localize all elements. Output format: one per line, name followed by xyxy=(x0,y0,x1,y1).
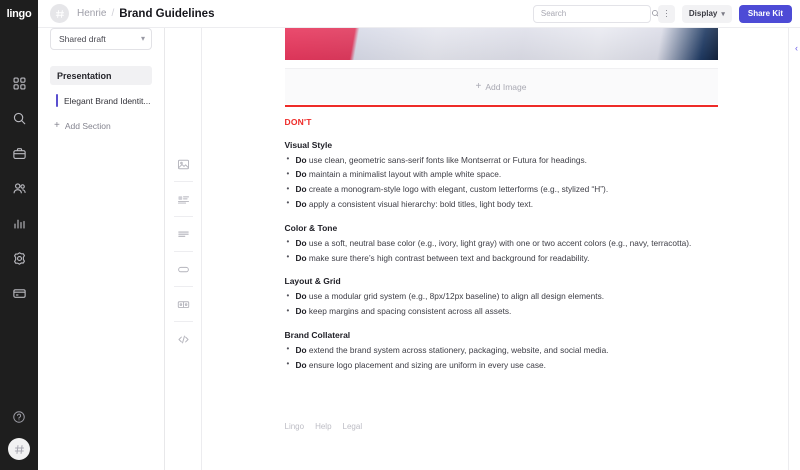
divider xyxy=(174,286,193,287)
search-icon[interactable] xyxy=(10,109,28,127)
display-label: Display xyxy=(688,9,718,18)
list-item-lead: Do xyxy=(295,184,307,195)
list-item-lead: Do xyxy=(295,359,307,370)
list-item xyxy=(285,199,718,210)
display-button[interactable] xyxy=(682,5,732,23)
dont-divider xyxy=(285,105,718,107)
plus-icon: + xyxy=(475,80,482,92)
list-item-lead: Do xyxy=(295,154,307,165)
header-actions xyxy=(533,5,792,23)
sidebar-item-elegant-brand-identity[interactable] xyxy=(50,92,152,109)
kit-canvas xyxy=(202,0,800,470)
text-block-icon[interactable] xyxy=(172,225,194,243)
group-title: Brand Collateral xyxy=(284,329,351,340)
text-image-block-icon[interactable] xyxy=(172,190,194,208)
divider xyxy=(174,251,193,252)
list-item-text: ensure logo placement and sizing are uniform in every use case. xyxy=(306,359,546,370)
list-item xyxy=(285,306,718,317)
list-item xyxy=(285,184,718,195)
divider xyxy=(174,216,193,217)
group-title: Color & Tone xyxy=(284,222,338,233)
footer-link-lingo[interactable]: Lingo xyxy=(284,422,305,432)
dont-label: DON'T xyxy=(284,116,312,127)
plus-icon: + xyxy=(54,120,60,131)
page-title: Brand Guidelines xyxy=(119,7,215,20)
guideline-list xyxy=(285,155,718,210)
code-block-icon[interactable] xyxy=(172,330,194,348)
list-item xyxy=(285,155,718,166)
section-label: Presentation xyxy=(57,70,112,81)
block-type-column xyxy=(165,0,202,470)
kit-sheet xyxy=(285,28,718,443)
footer-link-help[interactable]: Help xyxy=(315,422,332,432)
list-item-text: extend the brand system across stationery, packaging, website, and social media. xyxy=(306,344,609,355)
content-group xyxy=(285,330,718,371)
add-image-label: Add Image xyxy=(485,81,527,92)
rail-icon-list xyxy=(10,74,28,302)
right-panel-rail xyxy=(788,28,800,470)
breadcrumb-owner[interactable]: Henrie xyxy=(77,8,107,19)
list-item-text: maintain a minimalist layout with ample white space. xyxy=(306,169,502,180)
content-group xyxy=(285,223,718,264)
list-item-text: make sure there’s high contrast between text and background for readability. xyxy=(306,252,590,263)
list-item xyxy=(285,169,718,180)
guideline-list xyxy=(285,238,718,264)
lingo-logo[interactable]: lingo xyxy=(6,8,32,20)
help-icon[interactable] xyxy=(10,408,28,426)
list-item xyxy=(285,238,718,249)
list-item-text: use clean, geometric sans-serif fonts like Montserrat or Futura for headings. xyxy=(306,154,587,165)
button-block-icon[interactable] xyxy=(172,260,194,278)
list-item-text: create a monogram-style logo with elegant, custom letterforms (e.g., stylized “H”). xyxy=(306,184,609,195)
divider xyxy=(174,321,193,322)
active-indicator xyxy=(56,94,58,107)
kit-status-select[interactable] xyxy=(50,28,152,50)
briefcase-icon[interactable] xyxy=(10,144,28,162)
divider xyxy=(174,181,193,182)
gear-icon[interactable] xyxy=(10,249,28,267)
chevron-down-icon: ▾ xyxy=(140,34,145,43)
hero-image xyxy=(285,28,718,60)
user-avatar[interactable] xyxy=(8,438,30,460)
list-item xyxy=(285,345,718,356)
share-kit-label: Share Kit xyxy=(747,9,783,18)
image-block-icon[interactable] xyxy=(172,155,194,173)
more-options-button[interactable] xyxy=(658,5,675,23)
list-item xyxy=(285,360,718,371)
share-kit-button[interactable] xyxy=(739,5,792,23)
breadcrumb-separator: / xyxy=(111,8,115,19)
sidebar-item-label: Elegant Brand Identit... xyxy=(64,95,151,106)
list-item-lead: Do xyxy=(295,344,307,355)
kit-status-value: Shared draft xyxy=(59,34,106,44)
list-item-text: keep margins and spacing consistent across all assets. xyxy=(306,306,512,317)
search-box[interactable] xyxy=(533,5,651,23)
sidebar-section-presentation[interactable] xyxy=(50,66,152,85)
list-item-text: apply a consistent visual hierarchy: bold titles, light body text. xyxy=(306,198,534,209)
gallery-block-icon[interactable] xyxy=(172,295,194,313)
list-item-lead: Do xyxy=(295,306,307,317)
chevron-down-icon: ▾ xyxy=(721,10,725,18)
rail-bottom-group xyxy=(0,408,38,460)
footer-link-legal[interactable]: Legal xyxy=(342,422,363,432)
list-item-lead: Do xyxy=(295,237,307,248)
kit-nav-pane xyxy=(38,0,165,470)
add-section-button[interactable] xyxy=(50,121,152,131)
guideline-list xyxy=(285,345,718,371)
apps-grid-icon[interactable] xyxy=(10,74,28,92)
content-group xyxy=(285,140,718,210)
list-item-lead: Do xyxy=(295,198,307,209)
group-title: Layout & Grid xyxy=(284,276,341,287)
content-group xyxy=(285,276,718,317)
card-icon[interactable] xyxy=(10,284,28,302)
list-item-lead: Do xyxy=(295,252,307,263)
footer xyxy=(285,422,718,443)
app-header xyxy=(38,0,800,28)
people-icon[interactable] xyxy=(10,179,28,197)
guideline-list xyxy=(285,291,718,317)
list-item-text: use a modular grid system (e.g., 8px/12px baseline) to align all design elements. xyxy=(306,291,605,302)
list-item xyxy=(285,253,718,264)
bar-chart-icon[interactable] xyxy=(10,214,28,232)
search-input[interactable] xyxy=(541,9,651,18)
kit-avatar[interactable] xyxy=(50,4,69,23)
breadcrumb xyxy=(77,8,214,20)
list-item xyxy=(285,291,718,302)
global-nav-rail xyxy=(0,0,38,470)
group-title: Visual Style xyxy=(284,139,333,150)
kebab-menu-icon xyxy=(666,10,668,18)
list-item-lead: Do xyxy=(295,169,307,180)
expand-panel-chevron-icon[interactable]: ‹ xyxy=(795,43,798,53)
add-section-label: Add Section xyxy=(64,121,111,131)
list-item-lead: Do xyxy=(295,291,307,302)
add-image-placeholder[interactable] xyxy=(285,68,718,104)
list-item-text: use a soft, neutral base color (e.g., ivory, light gray) with one or two accent colors (e.g., navy, terracotta). xyxy=(306,237,692,248)
